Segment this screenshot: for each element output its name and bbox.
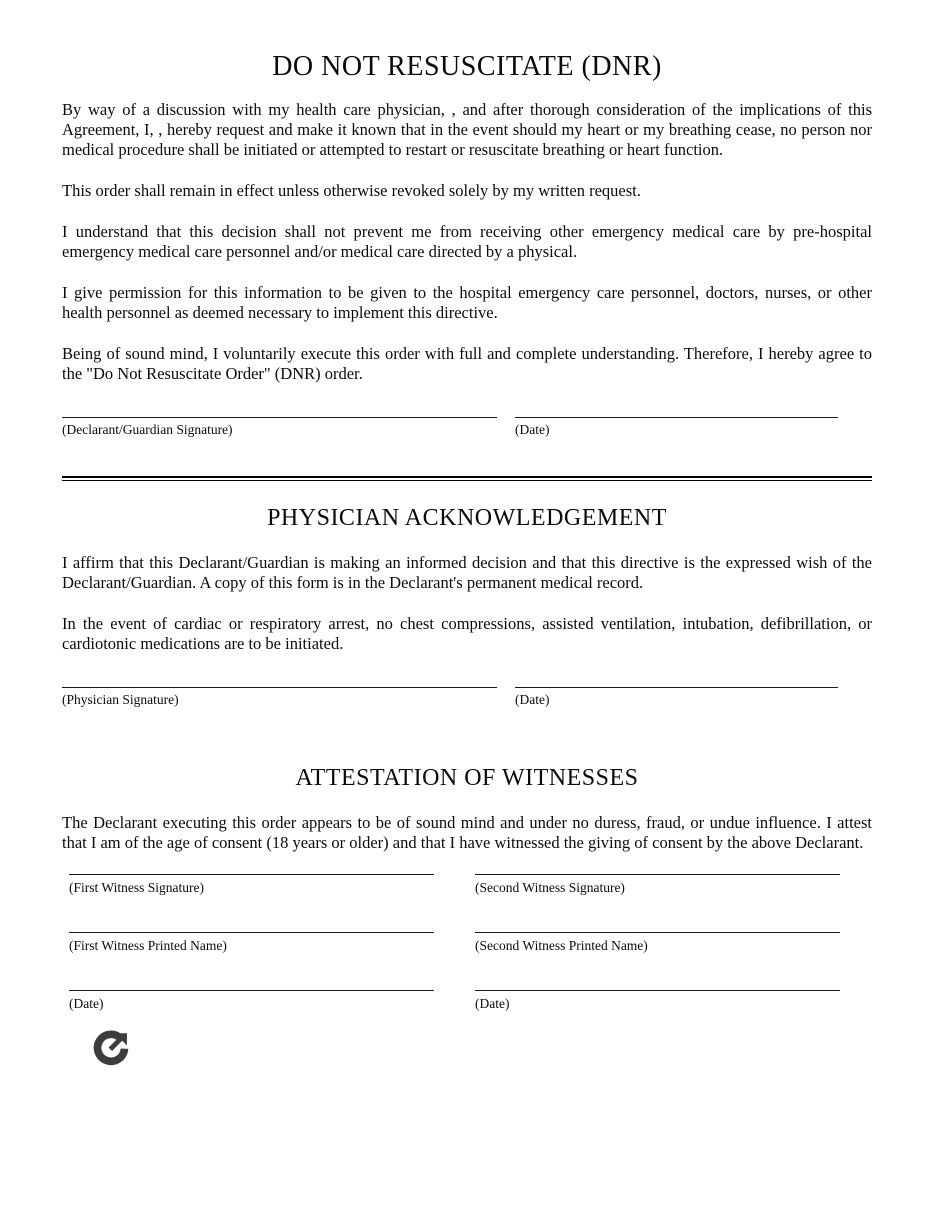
witness-date-row <box>62 990 872 1012</box>
dnr-paragraph-5: Being of sound mind, I voluntarily execute this order with full and complete understanding. Therefore, I hereby agree to the "Do Not Resuscitate Order" (DNR) order. <box>62 344 872 383</box>
refresh-icon[interactable] <box>90 1025 132 1071</box>
second-witness-signature-label: (Second Witness Signature) <box>475 880 625 895</box>
dnr-paragraph-1: By way of a discussion with my health care physician, , and after thorough consideration of the implications of this Agreement, I, , hereby request and make it known that in the event should my heart or my breathing cease, no person nor medical procedure shall be initiated or attempted to restart or resuscitate breathing or heart function. <box>62 100 872 159</box>
dnr-title: DO NOT RESUSCITATE (DNR) <box>272 51 662 82</box>
physician-signature-row <box>62 687 872 708</box>
declarant-signature-row <box>62 417 872 438</box>
first-witness-date-field <box>69 990 434 1012</box>
declarant-date-label: (Date) <box>515 422 550 437</box>
first-witness-signature-field <box>69 874 434 896</box>
witness-signature-row <box>62 874 872 896</box>
dnr-paragraph-3: I understand that this decision shall not prevent me from receiving other emergency medical care by pre-hospital emergency medical care personnel and/or medical care directed by a physical. <box>62 222 872 261</box>
physician-paragraph-1: I affirm that this Declarant/Guardian is making an informed decision and that this directive is the expressed wish of the Declarant/Guardian. A copy of this form is in the Declarant's permanent medical record. <box>62 553 872 592</box>
section-divider <box>62 476 872 481</box>
second-witness-date-field <box>475 990 840 1012</box>
first-witness-printed-name-field <box>69 932 434 954</box>
physician-date-field <box>515 687 838 708</box>
second-witness-date-label: (Date) <box>475 996 510 1011</box>
second-witness-printed-name-label: (Second Witness Printed Name) <box>475 938 648 953</box>
declarant-signature-label: (Declarant/Guardian Signature) <box>62 422 233 437</box>
witness-printed-name-row <box>62 932 872 954</box>
physician-paragraph-2: In the event of cardiac or respiratory arrest, no chest compressions, assisted ventilation, intubation, defibrillation, or cardiotonic medications are to be initiated. <box>62 614 872 653</box>
first-witness-printed-name-label: (First Witness Printed Name) <box>69 938 227 953</box>
witnesses-section-title: ATTESTATION OF WITNESSES <box>295 765 639 791</box>
first-witness-signature-label: (First Witness Signature) <box>69 880 204 895</box>
physician-section-title: PHYSICIAN ACKNOWLEDGEMENT <box>267 505 667 531</box>
witnesses-paragraph: The Declarant executing this order appears to be of sound mind and under no duress, fraud, or undue influence. I attest that I am of the age of consent (18 years or older) and that I have witnessed the giving of consent by the above Declarant. <box>62 813 872 852</box>
declarant-signature-field <box>62 417 497 438</box>
declarant-date-field <box>515 417 838 438</box>
physician-signature-label: (Physician Signature) <box>62 692 179 707</box>
dnr-paragraph-2: This order shall remain in effect unless otherwise revoked solely by my written request. <box>62 181 641 200</box>
physician-date-label: (Date) <box>515 692 550 707</box>
dnr-paragraph-4: I give permission for this information to be given to the hospital emergency care personnel, doctors, nurses, or other health personnel as deemed necessary to implement this directive. <box>62 283 872 322</box>
first-witness-date-label: (Date) <box>69 996 104 1011</box>
second-witness-signature-field <box>475 874 840 896</box>
physician-signature-field <box>62 687 497 708</box>
second-witness-printed-name-field <box>475 932 840 954</box>
